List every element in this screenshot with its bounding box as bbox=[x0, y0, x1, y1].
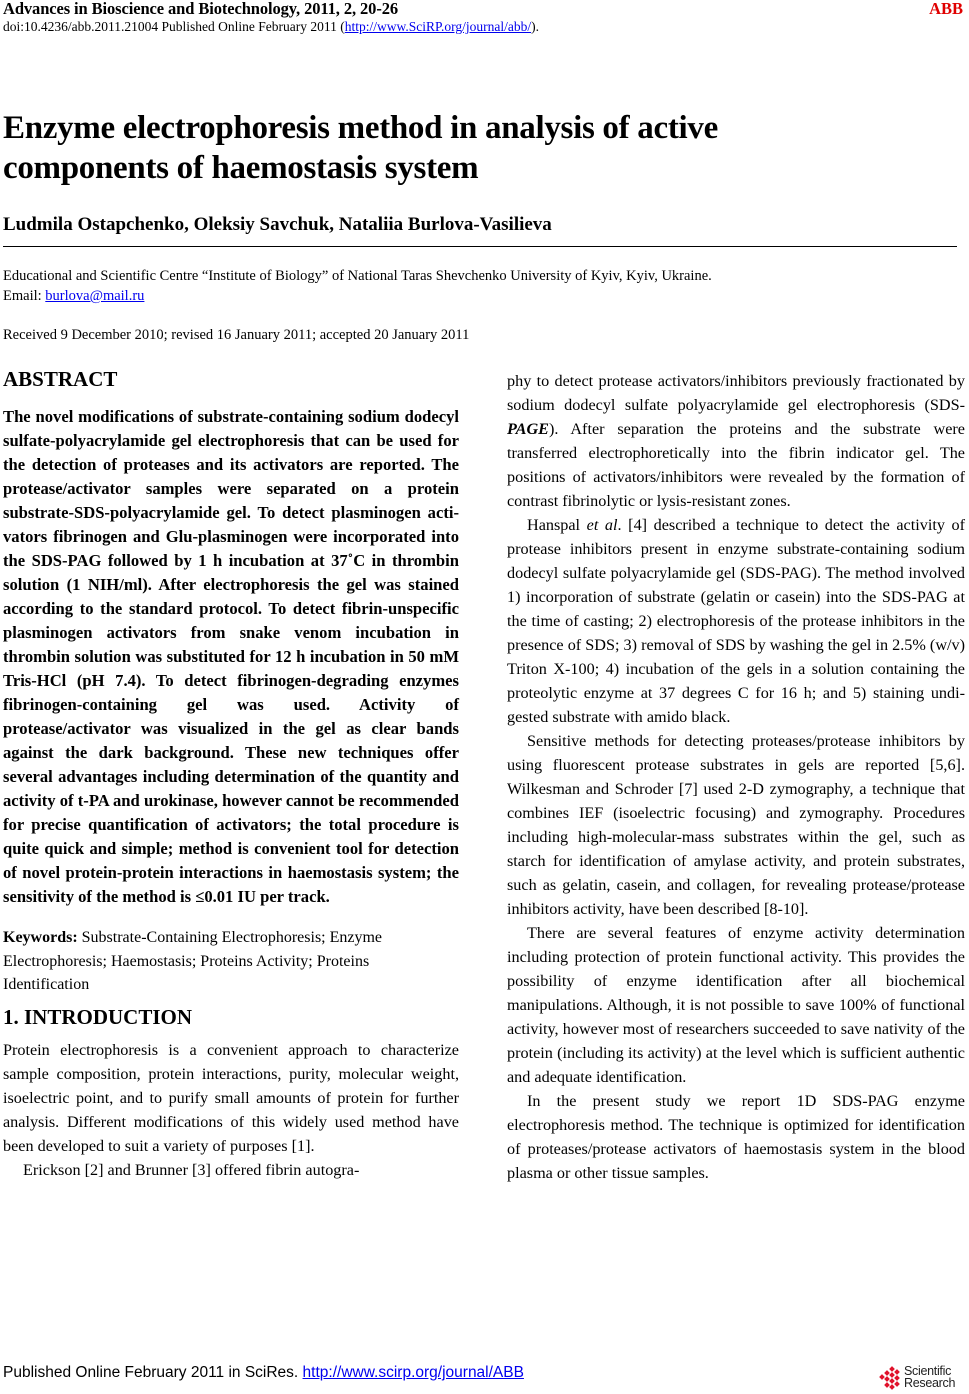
received-dates: Received 9 December 2010; revised 16 January 2011; accepted 20 January 2011 bbox=[3, 327, 470, 343]
journal-citation: Advances in Bioscience and Biotechnology, 2011, 2, 20-26 bbox=[3, 0, 399, 18]
right-paragraph-3: Sensitive methods for detecting proteases/protease inhibitors by using fluorescent protease substrates in gels are reported [5,6]. Wilkesman and Schroder [7] used 2-D zymography, a technique that combines IEF (isoelectric focusing) and zymography. Procedures including high-molecular-mass substrates within the gel, such as starch for identification of amylase activity, and protein substrates, such as gelatin, casein, and collagen, for revealing protease/protease inhibitors activity, have been described [8-10]. bbox=[507, 732, 965, 918]
doi-suffix: ). bbox=[531, 19, 539, 34]
email-link[interactable]: burlova@mail.ru bbox=[45, 288, 145, 304]
title-line-1: Enzyme electrophoresis method in analysis of active bbox=[3, 110, 718, 146]
affiliation-block bbox=[3, 266, 712, 306]
right-paragraph-4: There are several features of enzyme activity determination including protection of protein functional activity. This provides the possibility of enzyme identification after all biochemical manipulations. Although, it is not possible to save 100% of functional activity, however most of researchers succeeded to save nativity of the protein (including its activity) at the level which is sufficient authentic and adequate identification. bbox=[507, 924, 965, 1086]
scientific-research-logo bbox=[878, 1362, 966, 1392]
publisher-name bbox=[904, 1365, 955, 1389]
footer-link[interactable]: http://www.scirp.org/journal/ABB bbox=[302, 1364, 524, 1381]
left-column bbox=[3, 366, 459, 1182]
title-divider bbox=[3, 246, 957, 247]
keywords bbox=[3, 926, 459, 997]
publisher-logo-icon bbox=[878, 1365, 902, 1389]
abstract-heading: ABSTRACT bbox=[3, 367, 118, 391]
introduction-heading: 1. INTRODUCTION bbox=[3, 1004, 193, 1029]
footer-text: Published Online February 2011 in SciRes. bbox=[3, 1364, 303, 1381]
abstract-text: The novel modifications of substrate-containing sodium dodecyl sulfate-polyacrylamide gel electrophoresis that can be used for the detection of proteases and its activators are reported. The protease/activator samples were separated on a protein substrate-SDS-polyacrylamide gel. To detect plasminogen activators fibrinogen and Glu-plasminogen were incorporated into the SDS-PAG followed by 1 h incubation at 37˚C in thrombin solution (1 NIH/ml). After electrophoresis the gel was stained according to the standard protocol. To detect fibrin-unspecific plasminogen activators from snake venom incubation in thrombin solution was substituted for 12 h incubation in 50 mM Tris-HCl (pH 7.4). To detect fibrinogen-degrading enzymes fibrinogen-containing gel was used. Activity of protease/activator was visualized in the gel as clear bands against the dark background. These new techniques offer several advantages including determination of the quantity and activity of t-PA and urokinase, however cannot be recommended for precise quantification of activators; the total procedure is quite quick and simple; method is convenient tool for detection of novel protein-protein interactions in haemostasis system; the sensitivity of the method is ≤0.01 IU per track. bbox=[3, 407, 459, 906]
email-label: Email: bbox=[3, 288, 46, 304]
para-text: . [4] described a technique to detect the activity of protease inhibitors present in enzyme substrate-containing sodium dodecyl sulfate polyacrylamide gel (SDS-PAG). The method involved 1) incorporation of substrate (gelatin or casein) into the SDS-PAG at the time of casting; 2) electrophoresis of the protease inhibitors in the presence of SDS; 3) removal of SDS by washing the gel in 2.5% (w/v) Triton X-100; 4) incubation of the gels in a solution containing the proteolytic enzyme at 37 degrees C for 16 h; and 5) staining undigested substrate with amido black. bbox=[507, 516, 965, 726]
footer-publication-note bbox=[3, 1364, 524, 1382]
right-paragraph-5: In the present study we report 1D SDS-PAG enzyme electrophoresis method. The technique is optimized for identification of proteases/protease activators of haemostasis system in the blood plasma or other tissue samples. bbox=[507, 1092, 965, 1182]
affiliation: Educational and Scientific Centre “Institute of Biology” of National Taras Shevchenko University of Kyiv, Kyiv, Ukraine. bbox=[3, 268, 712, 284]
journal-abbreviation: ABB bbox=[929, 0, 963, 18]
publisher-name-line-2: Research bbox=[904, 1376, 956, 1390]
doi-text: doi:10.4236/abb.2011.21004 Published Online February 2011 ( bbox=[3, 19, 345, 34]
intro-paragraph-2: Erickson [2] and Brunner [3] offered fibrin autogra- bbox=[23, 1160, 360, 1179]
journal-link[interactable]: http://www.SciRP.org/journal/abb/ bbox=[344, 19, 532, 34]
doi-line bbox=[3, 19, 539, 35]
email-line bbox=[3, 286, 712, 306]
publisher-name-line-1: Scientific bbox=[904, 1364, 952, 1378]
para-text: phy to detect protease activators/inhibitors previously fractionated by sodium dodecyl sulfate polyacrylamide gel electrophoresis (SDS- bbox=[507, 372, 965, 414]
para-emphasis: PAGE bbox=[507, 420, 549, 438]
keywords-text: Substrate-Containing Electrophoresis; Enzyme Electrophoresis; Haemostasis; Proteins Activity; Proteins Identification bbox=[3, 929, 383, 993]
right-paragraph-2 bbox=[507, 513, 965, 729]
para-emphasis: et al bbox=[586, 516, 618, 534]
keywords-label: Keywords: bbox=[3, 929, 78, 946]
article-title bbox=[3, 108, 963, 188]
right-paragraph-1 bbox=[507, 369, 965, 513]
para-text: ). After separation the proteins and the substrate were transferred electrophoretically into the fibrin indicator gel. The positions of activators/inhibitors were revealed by the formation of contrast fibrinolytic or lysis-resistant zones. bbox=[507, 420, 965, 510]
author-list: Ludmila Ostapchenko, Oleksiy Savchuk, Nataliia Burlova-Vasilieva bbox=[3, 214, 552, 235]
para-text: Hanspal bbox=[527, 516, 587, 534]
title-line-2: components of haemostasis system bbox=[3, 150, 479, 186]
right-column bbox=[507, 369, 965, 1185]
intro-paragraph-1: Protein electrophoresis is a convenient approach to characterize sample composition, protein interactions, purity, molecular weight, isoelectric point, and to purify small amounts of protein for further analysis. Different modifications of this widely used method have been developed to suit a variety of purposes [1]. bbox=[3, 1040, 459, 1155]
